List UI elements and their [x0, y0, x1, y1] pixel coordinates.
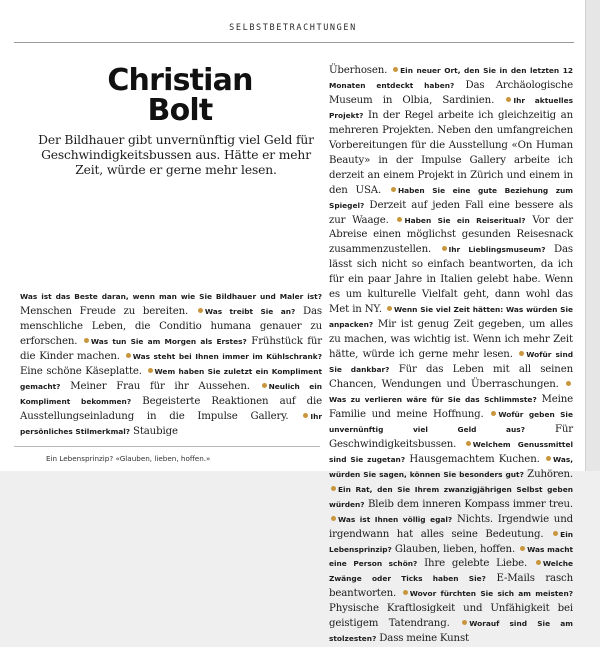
- caption-rule: [14, 446, 320, 447]
- bullet-dot-icon: [519, 351, 524, 356]
- bullet-dot-icon: [331, 516, 336, 521]
- answer: Das lässt sich nicht so einfach beantworten, da ich für ein paar Jahre in Italien gelebt habe. Wenn es um kulturelle Vielfalt geht, dann wohl das Met in NY.: [329, 244, 573, 316]
- question: Haben Sie ein Reiseritual?: [404, 215, 526, 225]
- question: Was, würden Sie sagen, können Sie besonders gut?: [329, 454, 574, 479]
- bullet-dot-icon: [506, 97, 511, 102]
- lead-paragraph: Der Bildhauer gibt unvernünftig viel Geld für Geschwindigkeitsbussen aus. Hätte er mehr Zeit, würde er gerne mehr lesen.: [38, 133, 314, 177]
- bullet-dot-icon: [387, 306, 392, 311]
- question: Was tun Sie am Morgen als Erstes?: [90, 336, 247, 346]
- answer: Eine schöne Käseplatte.: [20, 365, 142, 377]
- answer: Mir ist genug Zeit gegeben, um alles zu machen, was wichtig ist. Wenn ich mehr Zeit hätte, würde ich gerne mehr lesen.: [329, 319, 573, 361]
- section-label: SELBSTBETRACHTUNGEN: [229, 23, 357, 33]
- answer-continued: Überhosen.: [329, 65, 388, 76]
- answer: Das Archäologische Museum in Olbia, Sardinien.: [329, 79, 573, 106]
- answer: Für das Leben mit all seinen Chancen, Wendungen und Überraschungen.: [329, 364, 573, 391]
- bullet-dot-icon: [331, 486, 336, 491]
- bullet-dot-icon: [546, 456, 551, 461]
- bullet-dot-icon: [403, 590, 408, 595]
- question: Welche Zwänge oder Ticks haben Sie?: [329, 559, 573, 584]
- question: Wovor fürchten Sie sich am meisten?: [409, 589, 573, 599]
- question: Ein neuer Ort, den Sie in den letzten 12 Monaten entdeckt haben?: [329, 66, 573, 90]
- bullet-dot-icon: [393, 67, 398, 72]
- question: Ihr aktuelles Projekt?: [329, 95, 573, 120]
- answer: Zuhören.: [527, 468, 573, 480]
- question: Was steht bei Ihnen immer im Kühlschrank?: [132, 351, 323, 361]
- bullet-dot-icon: [566, 381, 571, 386]
- bullet-dot-icon: [520, 546, 525, 551]
- question: Neulich ein Kompliment bekommen?: [20, 381, 323, 406]
- answer: Vor der Abreise einen möglichst gesunden Reisesnack zusammenzustellen.: [329, 214, 574, 256]
- bullet-dot-icon: [303, 413, 308, 418]
- name-last: Bolt: [147, 93, 213, 128]
- answer: Bleib dem inneren Kompass immer treu.: [367, 498, 573, 510]
- answer: Begeisterte Reaktionen auf die Ausstellungseinladung in die Impulse Gallery.: [20, 395, 322, 422]
- bullet-dot-icon: [84, 338, 89, 343]
- bullet-dot-icon: [262, 383, 267, 388]
- answer: Das menschliche Leben, die Conditio humana genauer zu erforschen.: [20, 305, 322, 347]
- bullet-dot-icon: [491, 411, 496, 416]
- answer: Meiner Frau für ihr Aussehen.: [70, 380, 250, 392]
- answer: Nichts. Irgendwie und irgendwann hat alles seine Bedeutung.: [329, 513, 573, 540]
- question: Wenn Sie viel Zeit hätten: Was würden Sie anpacken?: [329, 305, 574, 330]
- answer: In der Regel arbeite ich gleichzeitig an mehreren Projekten. Neben den umfangreichen Vorbereitungen für die Ausstellung «On Human Beauty» in der Impulse Gallery arbeite ich derzeit an einem Projekt in Zürich und einem in den USA.: [329, 109, 573, 196]
- answer: Staubige: [132, 425, 178, 437]
- answer: Derzeit auf jeden Fall eine bessere als zur Waage.: [329, 199, 573, 226]
- question: Wem haben Sie zuletzt ein Kompliment gemacht?: [20, 366, 322, 391]
- question: Haben Sie eine gute Beziehung zum Spiegel?: [329, 185, 573, 210]
- answer: Menschen Freude zu bereiten.: [20, 305, 189, 317]
- question: Ein Rat, den Sie Ihrem zwanzigjährigen Selbst geben würden?: [329, 484, 573, 509]
- bullet-dot-icon: [462, 620, 467, 625]
- question: Wofür sind Sie dankbar?: [329, 350, 573, 375]
- bullet-dot-icon: [442, 246, 447, 251]
- answer: Ihre gelebte Liebe.: [424, 558, 528, 570]
- question: Was treibt Sie an?: [204, 306, 296, 316]
- question: Was macht eine Person schön?: [329, 544, 573, 569]
- bullet-dot-icon: [553, 531, 558, 536]
- question: Wofür geben Sie unvernünftig viel Geld aus?: [329, 409, 573, 434]
- question: Was ist das Beste daran, wenn man wie Sie Bildhauer und Maler ist?: [20, 292, 322, 301]
- question: Ein Lebensprinzip?: [329, 529, 573, 554]
- answer: Physische Kraftlosigkeit und Unfähigkeit bei geistigem Tatendrang.: [329, 603, 573, 630]
- header-rule: [14, 42, 574, 43]
- question: Welchem Genussmittel sind Sie zugetan?: [329, 439, 574, 464]
- answer: Dass meine Kunst: [379, 633, 469, 645]
- name-first: Christian: [107, 63, 253, 98]
- left-column: [20, 290, 322, 440]
- answer: E-Mails rasch beantworten.: [329, 573, 574, 600]
- image-caption: Ein Lebensprinzip? «Glauben, lieben, hoffen.»: [46, 454, 211, 463]
- question: Was zu verlieren wäre für Sie das Schlimmste?: [329, 394, 537, 404]
- answer: Meine Familie und meine Hoffnung.: [329, 393, 573, 420]
- page-edge: [586, 0, 600, 471]
- bullet-dot-icon: [466, 441, 471, 446]
- question: Ihr Lieblingsmuseum?: [448, 245, 546, 255]
- bullet-dot-icon: [126, 353, 131, 358]
- bullet-dot-icon: [198, 308, 203, 313]
- bullet-dot-icon: [536, 560, 541, 565]
- interviewee-name: [60, 63, 300, 128]
- question: Ihr persönliches Stilmerkmal?: [20, 411, 323, 436]
- question: Was ist Ihnen völlig egal?: [338, 514, 453, 524]
- question: Worauf sind Sie am stolzesten?: [329, 619, 574, 644]
- bullet-dot-icon: [391, 187, 396, 192]
- answer: Frühstück für die Kinder machen.: [20, 335, 323, 362]
- right-column: [329, 64, 573, 647]
- bullet-dot-icon: [148, 368, 153, 373]
- answer: Glauben, lieben, hoffen.: [394, 543, 516, 555]
- answer: Hausgemachtem Kuchen.: [409, 453, 540, 465]
- bullet-dot-icon: [397, 217, 402, 222]
- answer: Für Geschwindigkeitsbussen.: [329, 423, 573, 450]
